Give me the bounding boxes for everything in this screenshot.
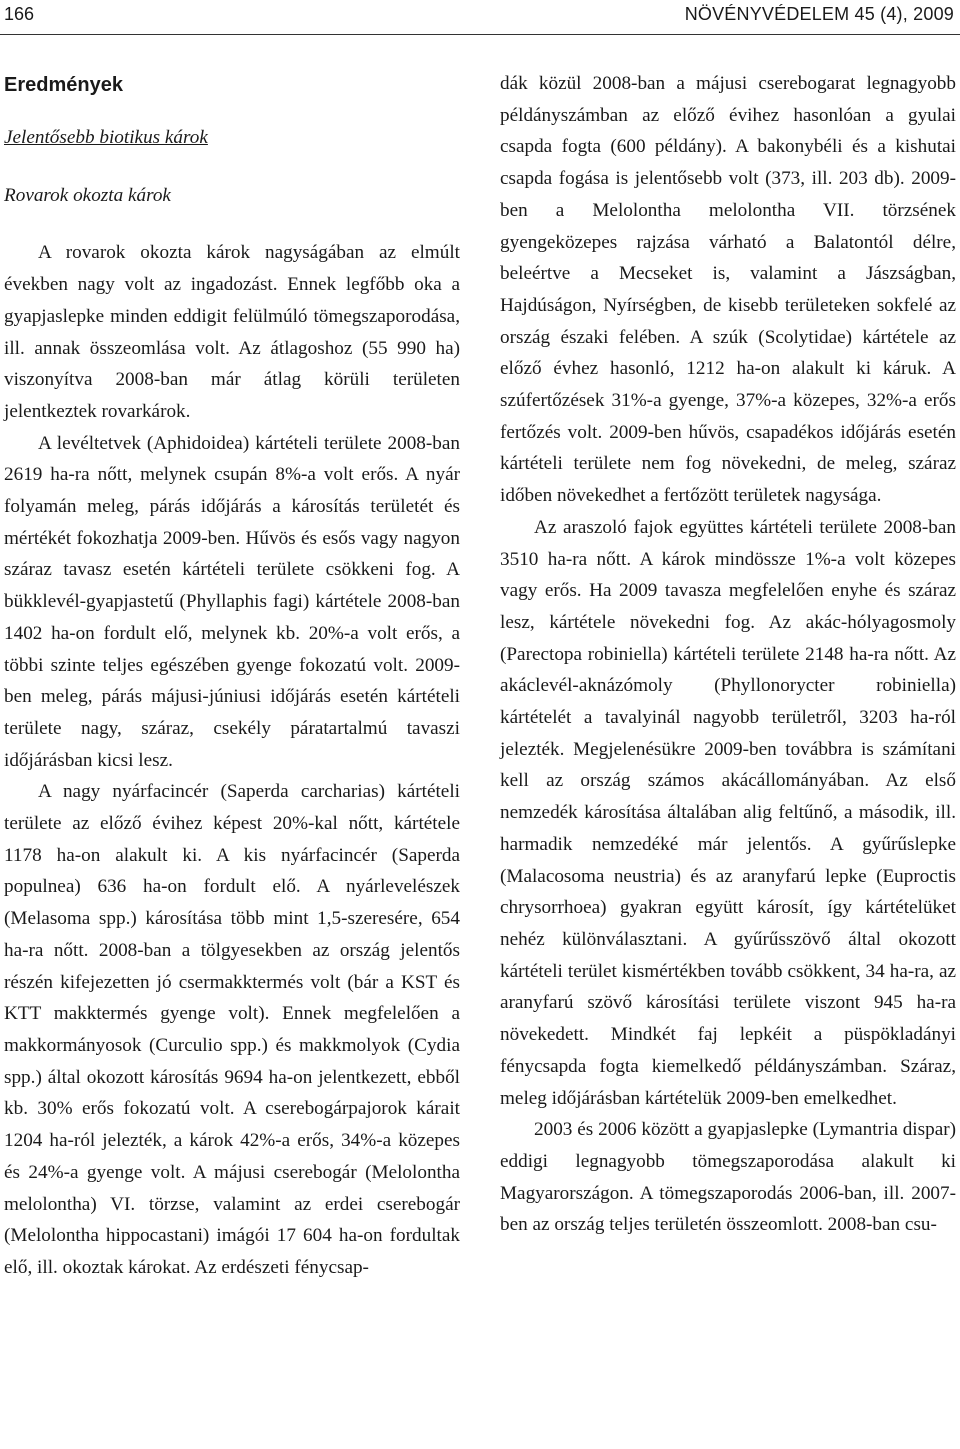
left-column [4,66,460,1284]
subsubsection-title: Rovarok okozta károk [4,184,171,206]
paragraph: A levéltetvek (Aphidoidea) kártételi területe 2008-ban 2619 ha-ra nőtt, melynek csupán 8%-a volt erős. A nyár folyamán meleg, párás időjárás a károsítás területét és mértékét fokozhatja 2009-ben. Hűvös és esős vagy nagyon száraz tavasz esetén kártételi területe csökkeni fog. A bükklevél-gyapjastetű (Phyllaphis fagi) kártétele 2008-ban 1402 ha-on fordult elő, melynek kb. 20%-a volt erős, a többi szinte teljes egészében gyenge fokozatú volt. 2009-ben meleg, párás májusi-júniusi időjárás esetén kártételi területe nagy, száraz, csekély páratartalmú tavaszi időjárásban kicsi lesz. [4,432,460,771]
subsection-title: Jelentősebb biotikus károk [4,127,208,148]
paragraph: A rovarok okozta károk nagyságában az elmúlt években nagy volt az ingadozást. Ennek legfőbb oka a gyapjaslepke minden eddigit felülmúló tömegszaporodása, ill. annak összeomlása volt. Az átlagoshoz (55 990 ha) viszonyítva 2008-ban már átlag körüli területen jelentkeztek rovarkárok. [4,242,460,422]
paragraph: A nagy nyárfacincér (Saperda carcharias) kártételi területe az előző évihez képest 20%-kal nőtt, kártétele 1178 ha-on alakult ki. A kis nyárfacincér (Saperda populnea) 636 ha-on fordult elő. A nyárlevelészek (Melasoma spp.) károsítása több mint 1,5-szeresére, 654 ha-ra nőtt. 2008-ban a tölgyesekben az ország jelentős részén kifejezetten jó csermakktermés volt (bár a KST és KTT makktermés gyenge volt). Ennek megfelelően a makkormányosok (Curculio spp.) és makkmolyok (Cydia spp.) által okozott károsítás 9694 ha-on jelentkezett, ebből kb. 30% erős fokozatú volt. A cserebogárpajorok kárait 1204 ha-ról jelezték, a károk 42%-a erős, 34%-a közepes és 24%-a gyenge volt. A májusi cserebogár (Melolontha melolontha) VI. törzse, valamint az erdei cserebogár (Melolontha hippocastani) imágói 17 604 ha-on fordultak elő, ill. okoztak károkat. Az erdészeti fénycsap- [4,781,460,1278]
page-number: 166 [4,4,35,24]
paragraph: 2003 és 2006 között a gyapjaslepke (Lymantria dispar) eddigi legnagyobb tömegszaporodása alakult ki Magyarországon. A tömegszaporodás 2006-ban, ill. 2007-ben az ország teljes területén összeomlott. 2008-ban csu- [500,1119,956,1236]
page-header [0,0,960,34]
section-title: Eredmények [4,74,123,96]
right-column [500,68,956,1241]
running-head: NÖVÉNYVÉDELEM 45 (4), 2009 [684,4,954,24]
header-rule [0,34,960,35]
paragraph: Az araszoló fajok együttes kártételi területe 2008-ban 3510 ha-ra nőtt. A károk mindössze 1%-a volt közepes vagy erős. Ha 2009 tavasza megfelelően enyhe és száraz lesz, kártétele növekedni fog. Az akác-hólyagosmoly (Parectopa robiniella) kártételi területe 2148 ha-ra nőtt. Az akáclevél-aknázómoly (Phyllonorycter robiniella) kártételét a tavalyinál nagyobb területről, 3203 ha-ról jelezték. Megjelenésükre 2009-ben továbbra is számítani kell az ország számos akácállományában. Az első nemzedék károsítása általában alig feltűnő, a második, ill. harmadik nemzedéké már jelentős. A gyűrűslepke (Malacosoma neustria) és az aranyfarú lepke (Euproctis chrysorrhoea) gyakran együtt károsít, így kártételüket nehéz különválasztani. A gyűrűsszövő által okozott kártételi terület kismértékben tovább csökkent, 34 ha-ra, az aranyfarú szövő károsítási területe viszont 945 ha-ra növekedett. Mindkét faj lepkéit a püspökladányi fénycsapda fogta kiemelkedő példányszámban. Száraz, meleg időjárásban kártételük 2009-ben emelkedhet. [500,516,956,1109]
paragraph: dák közül 2008-ban a májusi cserebogarat legnagyobb példányszámban az előző évihez hasonlóan a gyulai csapda fogta (600 példány). A bakonybéli és a kishutai csapda fogása is jelentősebb volt (373, ill. 203 db). 2009-ben a Melolontha melolontha VII. törzsének gyengeközepes rajzása várható a Balatontól délre, beleértve a Mecseket is, valamint a Jászságban, Hajdúságon, Nyírségben, de kisebb területeken sokfelé az ország északi felében. A szúk (Scolytidae) kártétele az előző évhez hasonló, 1212 ha-on alakult ki káruk. A szúfertőzések 31%-a gyenge, 37%-a közepes, 32%-a erős fertőzés volt. 2009-ben hűvös, csapadékos időjárás esetén kártételi területe nem fog növekedni, de meleg, száraz időben növekedhet a fertőzött területek nagysága. [500,73,956,507]
